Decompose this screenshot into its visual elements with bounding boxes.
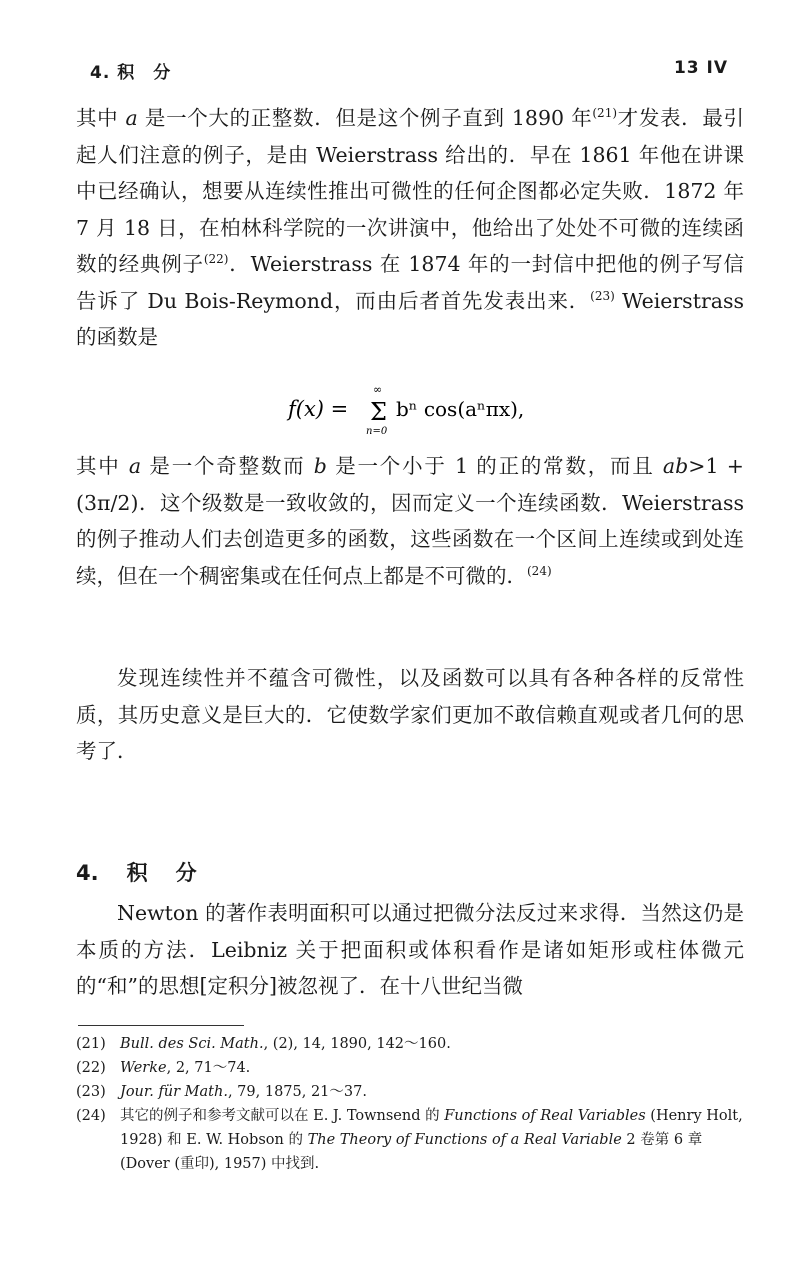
paragraph-text: 发现连续性并不蕴含可微性，以及函数可以具有各种各样的反常性质，其历史意义是巨大的．它使数学家们更加不敢信赖直观或者几何的思考了．	[76, 666, 744, 763]
sum-upper-limit: ∞	[373, 383, 383, 396]
footnote-number: (21)	[76, 1036, 106, 1052]
footnote-text: 其它的例子和参考文献可以在 E. J. Townsend 的	[120, 1108, 445, 1124]
footnote-ref-23[interactable]: (23)	[590, 288, 615, 303]
page-number: 13 IV	[673, 58, 728, 78]
text-run: ．Weierstrass 在 1874 年的一封信中把他的例子写信告诉了 Du Bois-Reymond，而由后者首先发表出来．	[76, 252, 744, 313]
text-run: Weierstrass 的函数是	[76, 288, 745, 349]
sum-sign: Σ	[370, 398, 387, 426]
paragraph-integration-intro	[76, 895, 744, 1005]
text-run: >1 +(3π/2)．这个级数是一致收敛的，因而定义一个连续函数．Weierstrass 的例子推动人们去创造更多的函数，这些函数在一个区间上连续或到处连续，但在一个稠密集或在任何点上都是不可微的．	[76, 454, 744, 588]
paragraph-historical-significance	[76, 660, 744, 770]
paragraph-weierstrass-intro	[76, 100, 744, 356]
formula-lhs: f(x) =	[288, 397, 349, 421]
footnote-title: Bull. des Sci. Math.	[120, 1036, 264, 1052]
footnote-ref-24[interactable]: (24)	[527, 563, 552, 578]
footnote-text: (Henry Holt, 1928) 和 E. W. Hobson 的	[120, 1108, 743, 1148]
text-run: 是一个奇整数而	[141, 454, 314, 478]
footnote-title: The Theory of Functions of a Real Variable	[307, 1132, 622, 1148]
footnote-text: 2 卷第 6 章 (Dover (重印), 1957) 中找到.	[120, 1132, 703, 1172]
footnote-number: (23)	[76, 1084, 106, 1100]
paragraph-text: Newton 的著作表明面积可以通过把微分法反过来求得．当然这仍是本质的方法．Leibniz 关于把面积或体积看作是诸如矩形或柱体微元的“和”的思想[定积分]被忽视了．在十八世纪当微	[76, 901, 744, 998]
paragraph-weierstrass-conditions	[76, 448, 744, 594]
running-header-section: 4. 积 分	[90, 63, 172, 83]
section-title-char: 积	[126, 861, 148, 885]
text-run: 是一个小于 1 的正的常数，而且	[326, 454, 663, 478]
footnote-divider	[78, 1025, 244, 1026]
footnote-ref-21[interactable]: (21)	[592, 106, 618, 121]
sum-lower-limit: n=0	[366, 426, 388, 437]
footnote-23	[76, 1080, 744, 1104]
weierstrass-function-formula	[0, 382, 810, 438]
footnote-title: Werke	[120, 1060, 167, 1076]
math-b: b	[313, 454, 327, 478]
text-run: 其中	[76, 106, 126, 130]
footnotes	[76, 1032, 744, 1176]
footnote-citation: , 79, 1875, 21～37.	[227, 1084, 367, 1100]
text-run: 其中	[76, 454, 129, 478]
footnote-title: Functions of Real Variables	[444, 1108, 646, 1124]
footnote-title: Jour. für Math.	[120, 1084, 228, 1100]
footnote-24	[76, 1104, 744, 1176]
footnote-number: (24)	[76, 1108, 106, 1124]
math-ab: ab	[662, 454, 689, 478]
text-run: 是一个大的正整数．但是这个例子直到 1890 年	[137, 106, 593, 130]
section-heading	[76, 857, 197, 887]
section-number: 4.	[76, 861, 99, 885]
footnote-22	[76, 1056, 744, 1080]
footnote-21	[76, 1032, 744, 1056]
math-a: a	[128, 454, 142, 478]
math-a: a	[125, 106, 138, 130]
footnote-ref-22[interactable]: (22)	[203, 252, 229, 267]
footnote-citation: , 2, 71～74.	[166, 1060, 251, 1076]
footnote-number: (22)	[76, 1060, 106, 1076]
footnote-citation: , (2), 14, 1890, 142～160.	[263, 1036, 451, 1052]
text-run: 才发表．最引起人们注意的例子，是由 Weierstrass 给出的．早在 1861 年他在讲课中已经确认，想要从连续性推出可微性的任何企图都必定失败．1872 年 7 月 18 日，在柏林科学院的一次讲演中，他给出了处处不可微的连续函数的经典例子	[76, 106, 744, 276]
section-title-char: 分	[175, 861, 197, 885]
formula-rhs: bⁿ cos(aⁿπx),	[396, 397, 525, 421]
